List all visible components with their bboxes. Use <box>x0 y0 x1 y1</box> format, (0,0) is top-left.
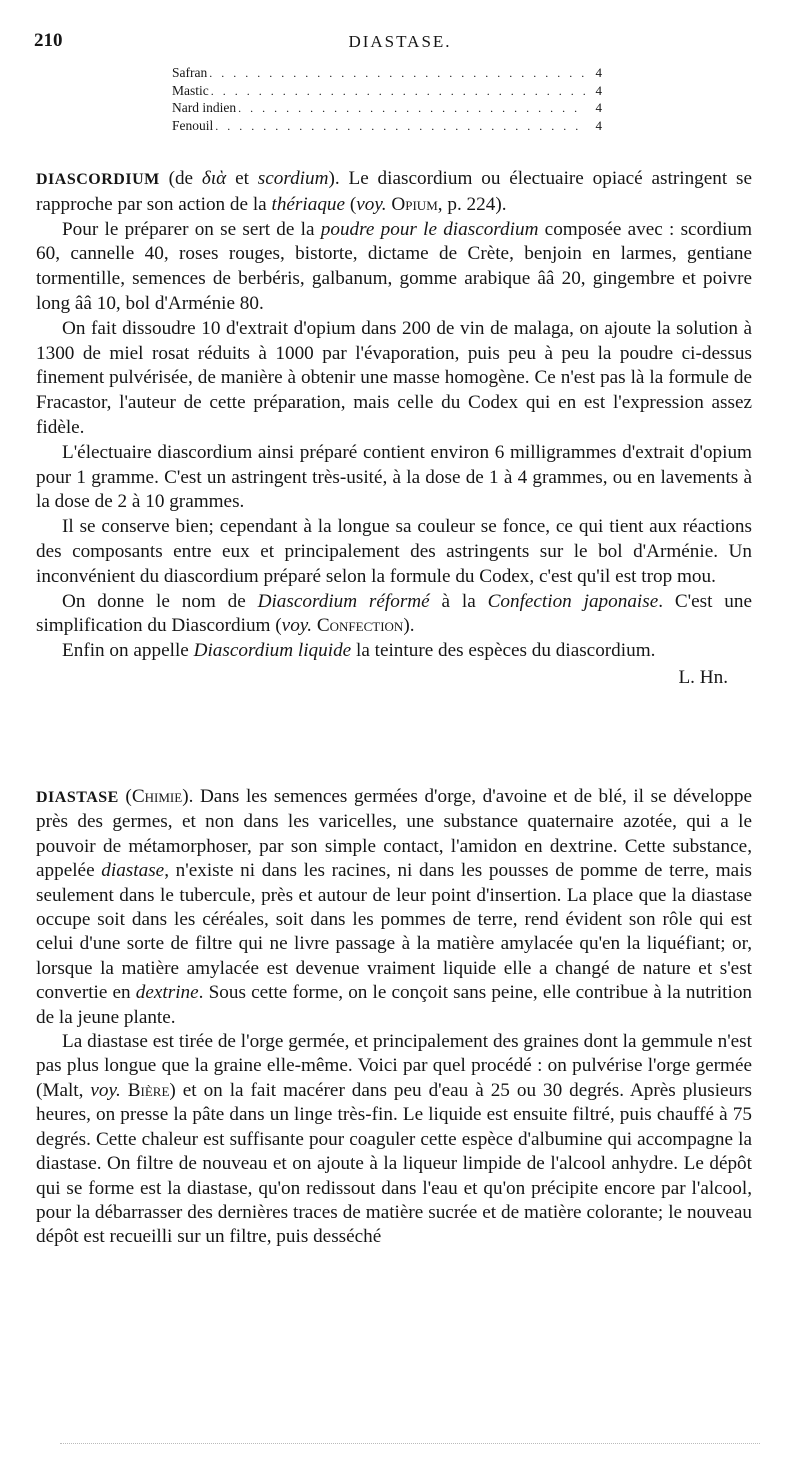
list-item <box>172 82 602 100</box>
ingredient-name: Fenouil <box>172 117 214 133</box>
list-item <box>172 64 602 82</box>
list-item <box>172 117 602 135</box>
leader-dots <box>236 99 586 117</box>
leader-dots <box>209 82 586 100</box>
ingredient-name: Safran <box>172 65 208 80</box>
article-headword: DIASCORDIUM <box>36 171 160 188</box>
page-header <box>34 30 766 56</box>
ingredient-quantity: 4 <box>595 100 602 115</box>
cross-reference: Opium <box>391 193 438 215</box>
author-signature: L. Hn. <box>678 666 728 688</box>
paragraph: Pour le préparer on se sert de la poudre pour le diascordium composée avec : scordium 60, cannelle 40, roses rouges, bistorte, dictame de Crète, benjoin en larmes, gentiane tormentille, semences de berbéris, galbanum, gomme arabique ââ 20, gingembre et poivre long ââ 10, bol d'Arménie 80. <box>36 218 752 314</box>
page-number: 210 <box>34 30 63 51</box>
article-diascordium <box>36 167 752 691</box>
paragraph: DIASTASE (Chimie). Dans les semences germées d'orge, d'avoine et de blé, il se développe près des germes, et non dans les varicelles, une substance quaternaire azotée, qui a le pouvoir de métamorphoser, par son simple contact, l'amidon en dextrine. Cette substance, appelée diastase, n'existe ni dans les racines, ni dans les pousses de pomme de terre, mais seulement dans le tubercule, près et autour de leur point d'insertion. La place que la diastase occupe soit dans les céréales, soit dans les pommes de terre, rend évident son rôle qui est celui d'une sorte de filtre qui ne livre passage à la matière amylacée qu'en la liquéfiant; or, lorsque la matière amylacée est devenue vraiment liquide elle a changé de nature et s'est convertie en dextrine. Sous cette forme, on le conçoit sans peine, elle contribue à la nutrition de la jeune plante. <box>36 786 753 1028</box>
cross-reference: Bière <box>127 1079 170 1101</box>
ingredient-list <box>172 64 602 134</box>
ingredient-name: Mastic <box>172 82 209 98</box>
ingredient-quantity: 4 <box>595 117 602 133</box>
article-headword: DIASTASE <box>36 789 119 806</box>
paragraph: On fait dissoudre 10 d'extrait d'opium dans 200 de vin de malaga, on ajoute la solution à 1300 de miel rosat réduits à 1000 par l'évaporation, puis peu à peu la poudre ci-dessus finement pulvérisée, de manière à obtenir une masse homogène. Ce n'est pas là la formule de Fracastor, l'auteur de cette préparation, mais celle du Codex qui en est l'expression assez fidèle. <box>36 317 752 438</box>
paragraph: On donne le nom de Diascordium réformé à la Confection japonaise. C'est une simplification du Diascordium (voy. Confection). <box>36 590 752 637</box>
footer-rule <box>60 1440 760 1444</box>
list-item <box>172 99 602 117</box>
leader-dots <box>207 64 586 82</box>
paragraph: La diastase est tirée de l'orge germée, et principalement des graines dont la gemmule n'est pas plus longue que la graine elle-même. Voici par quel procédé : on pulvérise l'orge germée (Malt, voy. Bière) et on la fait macérer dans peu d'eau à 25 ou 30 degrés. Après plusieurs heures, on presse la pâte dans un linge très-fin. Le liquide est ensuite filtré, puis chauffé à 75 degrés. Cette chaleur est suffisante pour coaguler cette espèce d'albumine qui accompagne la diastase. On filtre de nouveau et on ajoute à la liqueur limpide de l'alcool anhydre. Le dépôt qui se forme est la diastase, qu'on redissout dans l'eau et qu'on précipite encore par l'alcool, pour la débarrasser des dernières traces de matière sucrée et de matière colorante; le nouveau dépôt est recueilli sur un filtre, puis desséché <box>36 1031 752 1248</box>
article-diastase <box>36 785 752 1250</box>
paragraph: DIASCORDIUM (de διὰ et scordium). Le diascordium ou électuaire opiacé astringent se rapproche par son action de la thériaque (voy. Opium, p. 224). <box>36 168 753 215</box>
ingredient-quantity: 4 <box>595 65 602 80</box>
running-head: DIASTASE. <box>348 32 452 51</box>
paragraph: Enfin on appelle Diascordium liquide la teinture des espèces du diascordium. <box>62 640 656 662</box>
ingredient-name: Nard indien <box>172 100 237 115</box>
leader-dots <box>213 117 586 135</box>
paragraph: Il se conserve bien; cependant à la longue sa couleur se fonce, ce qui tient aux réactions des composants entre eux et principalement des astringents sur le bol d'Arménie. Un inconvénient du diascordium préparé selon la formule du Codex, c'est qu'il est trop mou. <box>36 516 752 587</box>
subject-label: Chimie <box>131 786 183 807</box>
paragraph: L'électuaire diascordium ainsi préparé contient environ 6 milligrammes d'extrait d'opium pour 1 gramme. C'est un astringent très-usité, à la dose de 1 à 4 grammes, ou en lavements à la dose de 2 à 10 grammes. <box>36 441 752 513</box>
cross-reference: Confection <box>316 615 404 637</box>
ingredient-quantity: 4 <box>595 82 602 98</box>
